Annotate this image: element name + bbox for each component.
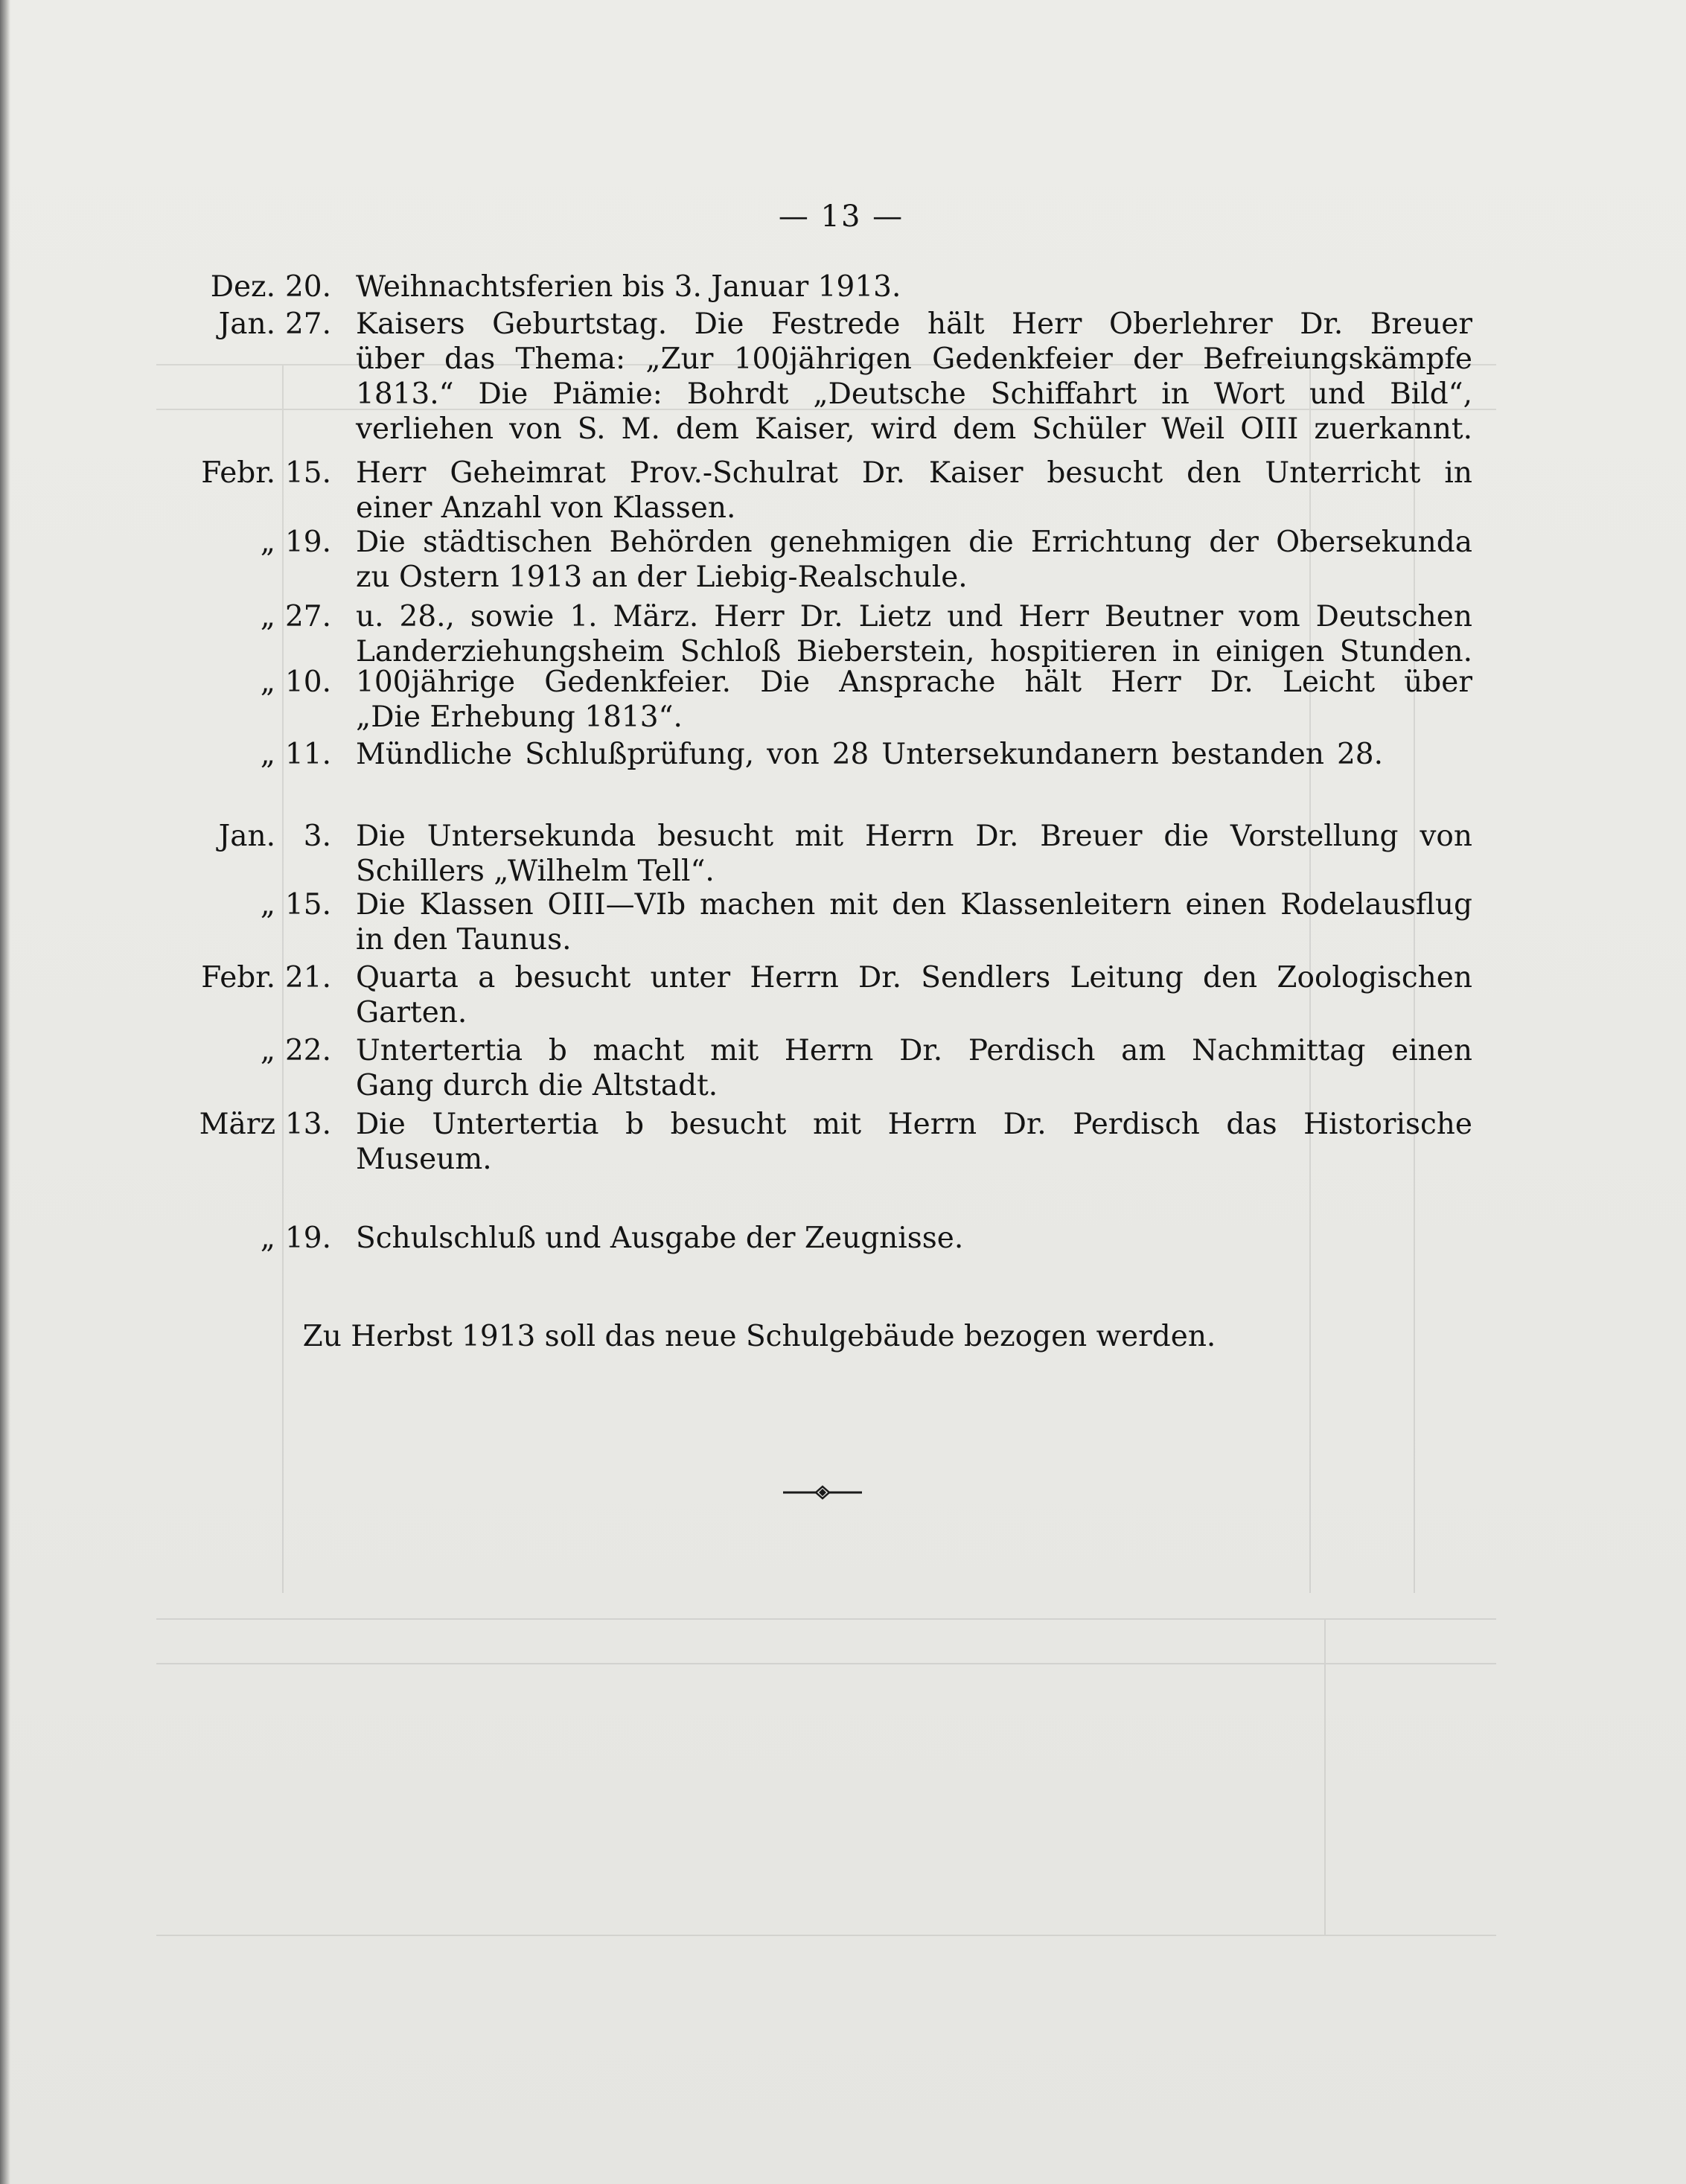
entry-text [356, 1221, 966, 1256]
entry-month: „ [260, 738, 275, 771]
entry-text [356, 887, 1472, 957]
entry-day: 22. [284, 1034, 331, 1067]
entry-line: Kaisers Geburtstag. Die Festrede hält Herr Oberlehrer Dr. Breuer [356, 307, 1472, 341]
entry-month: „ [260, 526, 275, 559]
entry-line: Quarta a besucht unter Herrn Dr. Sendlers Leitung den Zoologischen [356, 961, 1472, 994]
entry-day: 3. [303, 820, 331, 853]
entry-day: 15. [284, 888, 331, 922]
entry-month: Febr. [201, 961, 275, 994]
entry-line: Garten. [356, 996, 467, 1029]
entry-text [356, 456, 1472, 526]
entry-text [356, 525, 1472, 595]
entry-month: März [199, 1108, 275, 1141]
entry-month: Jan. [218, 307, 275, 341]
entry-line: Weihnachtsferien bis 3. Januar 1913. [356, 270, 901, 304]
entry-text [356, 269, 922, 304]
entry-month: „ [260, 888, 275, 922]
entry-day: 19. [284, 526, 331, 559]
entry-text [356, 307, 1472, 447]
entry-line: Die Untertertia b besucht mit Herrn Dr. Perdisch das Historische [356, 1108, 1472, 1141]
entry-text [356, 1033, 1472, 1103]
entry-line: Die Klassen OIII—VIb machen mit den Klassenleitern einen Rodelausflug [356, 888, 1472, 922]
entry-line: Die Untersekunda besucht mit Herrn Dr. Breuer die Vorstellung von [356, 820, 1472, 853]
entry-line: 1813.“ Die Pıämie: Bohrdt „Deutsche Schiffahrt in Wort und Bild“, [356, 377, 1472, 411]
entry-line: Landerziehungsheim Schloß Bieberstein, hospitieren in einigen Stunden. [356, 635, 1472, 668]
entry-day: 11. [284, 738, 331, 771]
entry-day: 10. [284, 665, 331, 699]
entry-text [356, 960, 1472, 1030]
entry-line: „Die Erhebung 1813“. [356, 700, 683, 734]
entry-line: Gang durch die Altstadt. [356, 1069, 718, 1102]
entry-day: 27. [284, 307, 331, 341]
entry-month: „ [260, 665, 275, 699]
entry-line: einer Anzahl von Klassen. [356, 491, 736, 525]
entry-line: u. 28., sowie 1. März. Herr Dr. Lietz und Herr Beutner vom Deutschen [356, 600, 1472, 633]
entry-text [356, 819, 1472, 889]
entry-line: Untertertia b macht mit Herrn Dr. Perdisch am Nachmittag einen [356, 1034, 1472, 1067]
entry-line: zu Ostern 1913 an der Liebig-Realschule. [356, 561, 968, 594]
entry-line: Museum. [356, 1143, 492, 1176]
entry-month: „ [260, 1034, 275, 1067]
entry-line: in den Taunus. [356, 923, 572, 957]
entry-line: Herr Geheimrat Prov.-Schulrat Dr. Kaiser besucht den Unterricht in [356, 456, 1472, 490]
entry-month: Dez. [210, 270, 275, 304]
entry-day: 20. [284, 270, 331, 304]
ornament-divider-icon [782, 1481, 863, 1504]
entry-text [356, 1107, 1472, 1177]
entry-day: 19. [284, 1222, 331, 1255]
entry-day: 27. [284, 600, 331, 633]
closing-note: Zu Herbst 1913 soll das neue Schulgebäude bezogen werden. [302, 1320, 1216, 1353]
entry-line: Schulschluß und Ausgabe der Zeugnisse. [356, 1222, 964, 1255]
entry-day: 13. [284, 1108, 331, 1141]
entry-day: 21. [284, 961, 331, 994]
entry-month: Febr. [201, 456, 275, 490]
entry-day: 15. [284, 456, 331, 490]
entry-month: Jan. [218, 820, 275, 853]
entry-line: Die städtischen Behörden genehmigen die Errichtung der Obersekunda [356, 526, 1472, 559]
entry-line: über das Thema: „Zur 100jährigen Gedenkfeier der Befreiungskämpfe [356, 342, 1472, 376]
entry-month: „ [260, 600, 275, 633]
entry-line: Schillers „Wilhelm Tell“. [356, 855, 715, 888]
entry-month: „ [260, 1222, 275, 1255]
entry-line: Mündliche Schlußprüfung, von 28 Untersekundanern bestanden 28. [356, 738, 1383, 771]
entry-line: 100jährige Gedenkfeier. Die Ansprache hält Herr Dr. Leicht über [356, 665, 1472, 699]
page-number: — 13 — [778, 199, 904, 234]
entry-text [356, 665, 1472, 735]
entry-text [356, 599, 1472, 669]
entry-text [356, 737, 1383, 772]
entry-line: verliehen von S. M. dem Kaiser, wird dem Schüler Weil OIII zuerkannt. [356, 412, 1472, 446]
